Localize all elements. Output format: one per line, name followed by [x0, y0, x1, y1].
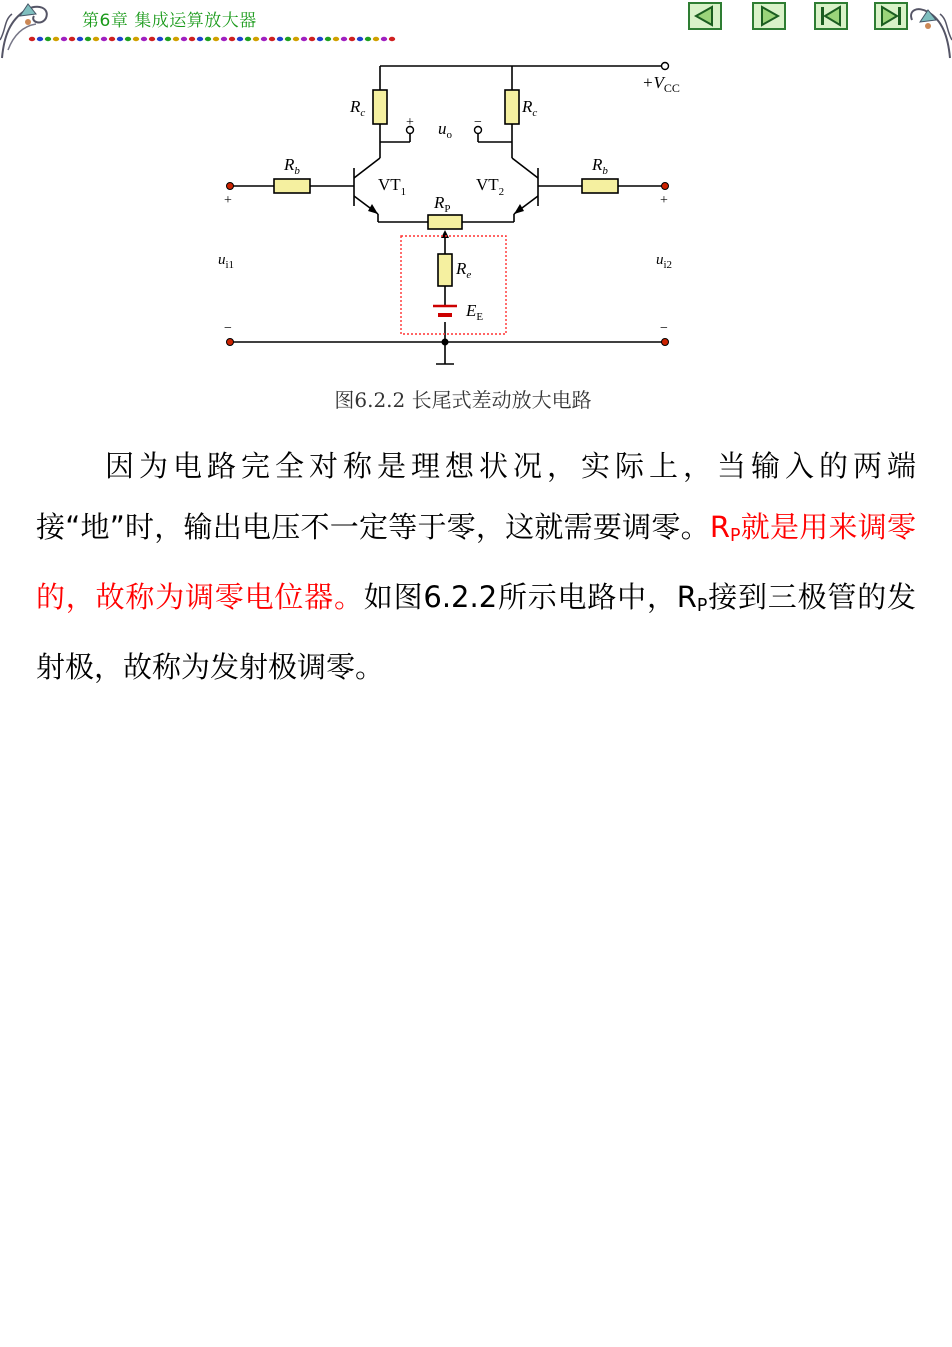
uo-label: $u_o$ [438, 119, 452, 141]
last-page-button[interactable] [874, 2, 908, 30]
vcc-terminal [662, 63, 669, 70]
body-paragraph [36, 436, 916, 698]
corner-ornament-right [904, 0, 952, 60]
decorative-dot [53, 37, 59, 41]
decorative-dot [45, 37, 51, 41]
decorative-dot [173, 37, 179, 41]
uo-minus-sign: − [474, 115, 482, 130]
decorative-dot [261, 37, 267, 41]
decorative-dot [157, 37, 163, 41]
first-page-button[interactable] [814, 2, 848, 30]
highlight-text: 就是用来调零的，故称为调零电位器。 [36, 510, 916, 614]
decorative-dot [389, 37, 395, 41]
ui1-minus-sign: − [224, 321, 232, 336]
rp-subscript: P [730, 526, 741, 546]
decorative-dot [69, 37, 75, 41]
ui2-plus-sign: + [660, 193, 668, 208]
decorative-dot-line [28, 34, 398, 44]
decorative-dot [269, 37, 275, 41]
ui1-plus-terminal [227, 183, 234, 190]
ui2-plus-terminal [662, 183, 669, 190]
rc-right-resistor [505, 90, 519, 124]
vcc-label: $+V_{CC}$ [642, 73, 680, 95]
decorative-dot [37, 37, 43, 41]
vt1-emitter-arrow [368, 204, 378, 214]
decorative-dot [349, 37, 355, 41]
rp-potentiometer [428, 215, 462, 229]
decorative-dot [213, 37, 219, 41]
rp-label: $R_P$ [434, 193, 451, 215]
circuit-diagram [200, 58, 700, 374]
chapter-title: 第6章 集成运算放大器 [82, 11, 257, 31]
decorative-dot [77, 37, 83, 41]
decorative-dot [61, 37, 67, 41]
rp-symbol-2: R [676, 580, 697, 614]
decorative-dot [341, 37, 347, 41]
header [0, 0, 952, 60]
decorative-dot [93, 37, 99, 41]
corner-ornament-left [0, 0, 75, 60]
decorative-dot [125, 37, 131, 41]
decorative-dot [117, 37, 123, 41]
decorative-dot [133, 37, 139, 41]
decorative-dot [381, 37, 387, 41]
rp-wiper-arrow [441, 230, 449, 238]
decorative-dot [197, 37, 203, 41]
decorative-dot [101, 37, 107, 41]
decorative-dot [165, 37, 171, 41]
decorative-dot [109, 37, 115, 41]
rb-left-resistor [274, 179, 310, 193]
decorative-dot [253, 37, 259, 41]
vt2-label: $VT_2$ [476, 175, 505, 198]
ground-junction [442, 339, 449, 346]
ui2-minus-terminal [662, 339, 669, 346]
decorative-dot [301, 37, 307, 41]
rb-left-label: $R_b$ [284, 155, 300, 177]
decorative-dot [205, 37, 211, 41]
decorative-dot [141, 37, 147, 41]
ui1-minus-terminal [227, 339, 234, 346]
previous-page-button[interactable] [688, 2, 722, 30]
decorative-dot [365, 37, 371, 41]
decorative-dot [181, 37, 187, 41]
decorative-dot [229, 37, 235, 41]
sentence-3: 如图6.2.2所示电路中， [363, 580, 677, 614]
tail-highlight-box [401, 236, 506, 334]
decorative-dot [189, 37, 195, 41]
rc-right-label: $R_c$ [522, 97, 538, 119]
ui2-label: $u_{i2}$ [656, 252, 673, 271]
rp-symbol: R [709, 510, 731, 544]
ui1-plus-sign: + [224, 193, 232, 208]
ui2-minus-sign: − [660, 321, 668, 336]
uo-plus-sign: + [406, 115, 414, 130]
decorative-dot [309, 37, 315, 41]
re-resistor [438, 254, 452, 286]
rc-left-resistor [373, 90, 387, 124]
decorative-dot [333, 37, 339, 41]
decorative-dot [293, 37, 299, 41]
decorative-dot [373, 37, 379, 41]
rb-right-label: $R_b$ [592, 155, 608, 177]
decorative-dot [237, 37, 243, 41]
decorative-dot [149, 37, 155, 41]
decorative-dot [85, 37, 91, 41]
re-label: $R_e$ [456, 259, 472, 281]
rp-subscript-2: P [696, 596, 708, 616]
decorative-dot [29, 37, 35, 41]
decorative-dot [357, 37, 363, 41]
vt1-label: $VT_1$ [378, 175, 407, 198]
ui1-label: $u_{i1}$ [218, 252, 235, 271]
rc-left-label: $R_c$ [350, 97, 366, 119]
sentence-1: 因为电路完全对称是理想状况，实际上，当输入的两端接“地”时，输出电压不一定等于零，这就需要调零。 [36, 449, 916, 544]
decorative-dot [325, 37, 331, 41]
rb-right-resistor [582, 179, 618, 193]
ee-label: $E_E$ [466, 301, 484, 323]
sentence-4: 接到三极管的发射极，故称为发射极调零。 [36, 580, 916, 684]
next-page-button[interactable] [752, 2, 786, 30]
decorative-dot [221, 37, 227, 41]
decorative-dot [317, 37, 323, 41]
decorative-dot [277, 37, 283, 41]
figure-caption: 图6.2.2 长尾式差动放大电路 [334, 388, 592, 412]
vt2-emitter-arrow [514, 204, 524, 214]
decorative-dot [245, 37, 251, 41]
decorative-dot [285, 37, 291, 41]
